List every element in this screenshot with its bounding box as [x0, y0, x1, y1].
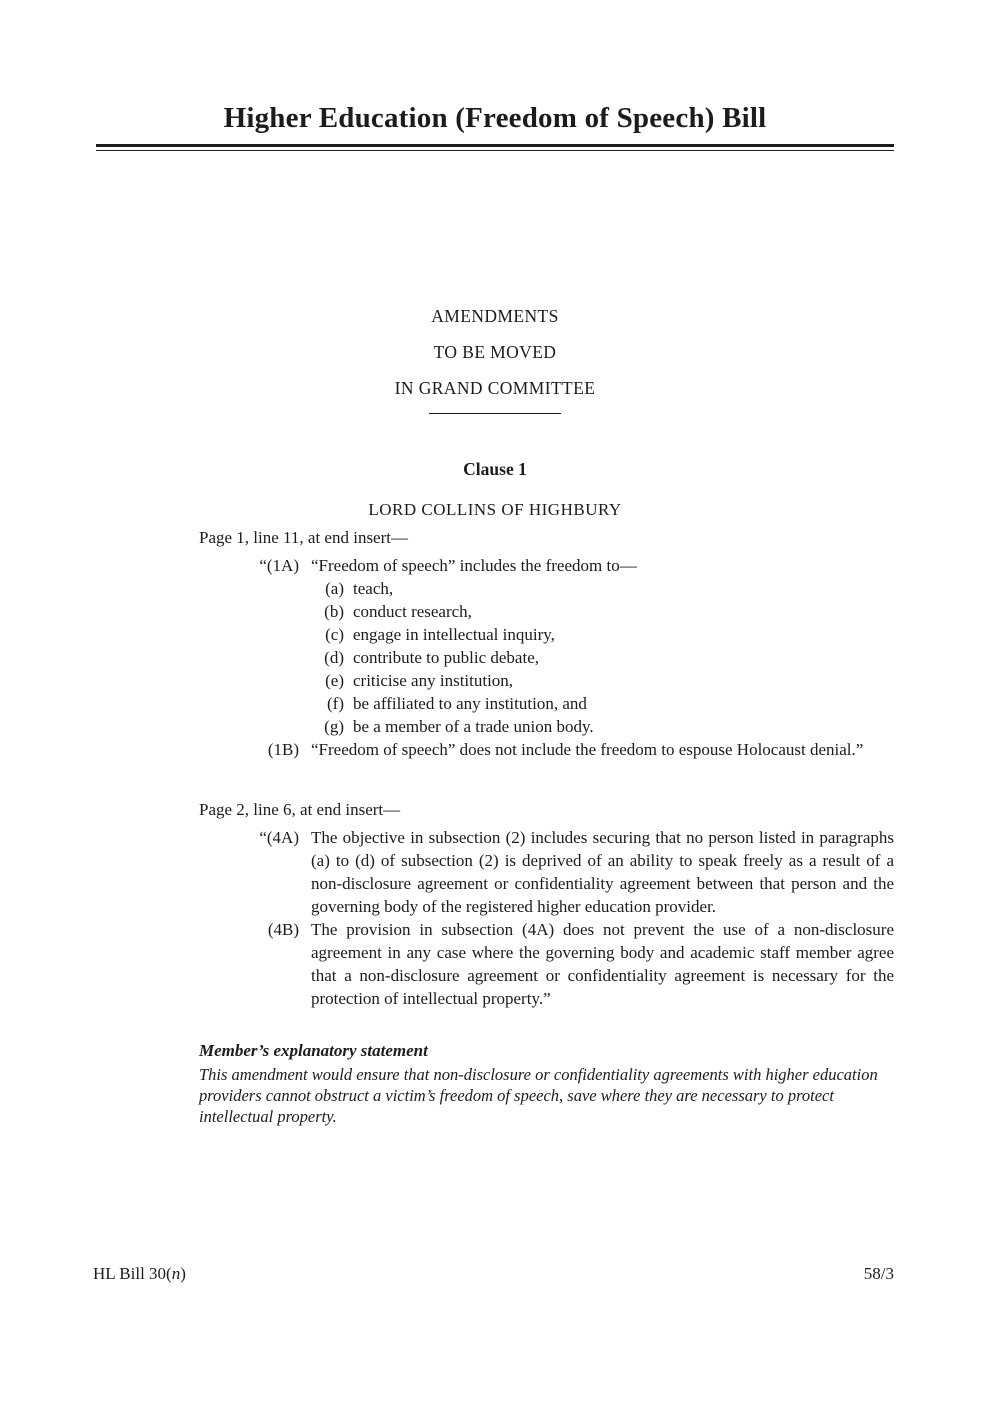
amendment-1	[199, 526, 894, 761]
preamble-line-to-be-moved: TO BE MOVED	[433, 342, 557, 362]
preamble-block	[96, 305, 894, 414]
list-item-label: (b)	[324, 602, 344, 621]
preamble-line-committee: IN GRAND COMMITTEE	[394, 378, 596, 398]
mover-name: LORD COLLINS OF HIGHBURY	[368, 500, 622, 519]
amendment-reference-number: 58/3	[863, 1264, 894, 1283]
list-item	[311, 646, 894, 669]
subsection-4B	[199, 918, 894, 1010]
list-item	[311, 623, 894, 646]
subsection-4A	[199, 826, 894, 918]
amendment-2	[199, 798, 894, 1010]
list-item-label: (g)	[324, 717, 344, 736]
list-item-text: be affiliated to any institution, and	[353, 694, 587, 713]
list-item-label: (d)	[324, 648, 344, 667]
subsection-1A-text: “Freedom of speech” includes the freedom to—	[311, 556, 637, 575]
bill-title: Higher Education (Freedom of Speech) Bill	[223, 102, 767, 134]
section-separator-rule	[429, 413, 561, 414]
subsection-4B-number: (4B)	[267, 920, 299, 939]
subsection-4A-text: The objective in subsection (2) includes securing that no person listed in paragraphs (a) to (d) of subsection (2) is deprived of an ability to speak freely as a result of a non-disclosure agreement or confidentiality agreement between that person and the governing body of the registered higher education provider.	[311, 828, 894, 916]
preamble-line-amendments: AMENDMENTS	[431, 306, 559, 326]
list-item-label: (e)	[325, 671, 344, 690]
subsection-1A-list	[311, 577, 894, 738]
subsection-1A	[199, 554, 894, 738]
list-item	[311, 669, 894, 692]
bill-number-suffix: )	[180, 1264, 186, 1283]
subsection-1B-number: (1B)	[267, 740, 299, 759]
subsection-1B-text: “Freedom of speech” does not include the freedom to espouse Holocaust denial.”	[311, 740, 864, 759]
list-item-label: (c)	[325, 625, 344, 644]
subsection-1A-text-block	[311, 554, 894, 738]
list-item-text: conduct research,	[353, 602, 472, 621]
subsection-4B-text: The provision in subsection (4A) does not prevent the use of a non-disclosure agreement in any case where the governing body and academic staff member agree that a non-disclosure agreement or confidentiality agreement is necessary for the protection of intellectual property.”	[311, 920, 894, 1008]
list-item	[311, 577, 894, 600]
title-double-rule	[96, 144, 894, 151]
list-item	[311, 600, 894, 623]
subsection-4A-number: “(4A)	[259, 828, 299, 847]
explanatory-heading: Member’s explanatory statement	[199, 1041, 428, 1060]
bill-number-prefix: HL Bill 30(	[93, 1264, 172, 1283]
list-item-label: (f)	[327, 694, 344, 713]
subsection-1A-number: “(1A)	[259, 556, 299, 575]
list-item-text: contribute to public debate,	[353, 648, 539, 667]
list-item	[311, 692, 894, 715]
subsection-1B	[199, 738, 894, 761]
list-item-text: criticise any institution,	[353, 671, 514, 690]
amendments-body	[199, 526, 894, 1127]
bill-number	[93, 1264, 186, 1284]
list-item-text: be a member of a trade union body.	[353, 717, 594, 736]
page-footer	[93, 1264, 894, 1284]
explanatory-text: This amendment would ensure that non-disclosure or confidentiality agreements with higher education providers cannot obstruct a victim’s freedom of speech, save where they are necessary to protect intellectual property.	[199, 1065, 878, 1126]
bill-number-variable: n	[171, 1264, 181, 1283]
amendment-1-intro: Page 1, line 11, at end insert—	[199, 528, 408, 547]
list-item-text: teach,	[353, 579, 394, 598]
list-item-label: (a)	[325, 579, 344, 598]
clause-heading: Clause 1	[463, 459, 527, 479]
list-item	[311, 715, 894, 738]
list-item-text: engage in intellectual inquiry,	[353, 625, 555, 644]
explanatory-statement	[199, 1040, 894, 1127]
amendment-2-intro: Page 2, line 6, at end insert—	[199, 800, 401, 819]
